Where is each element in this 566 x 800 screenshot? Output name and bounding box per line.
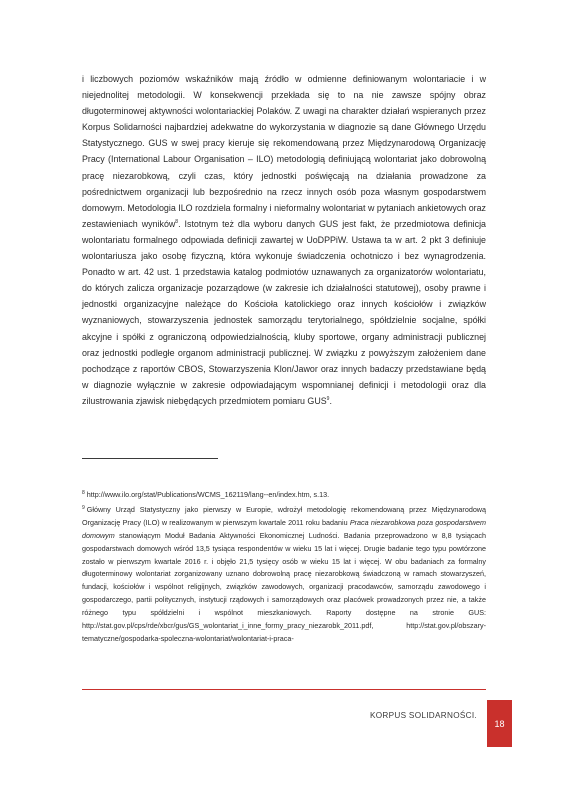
footer-label: KORPUS SOLIDARNOŚCI. — [369, 711, 477, 720]
paragraph-part-1: i liczbowych poziomów wskaźników mają źródło w odmienne definiowanym wolontariacie i w niejednolitej metodologii. W konsekwencji przekłada się to na nie zawsze spójny obraz długoterminowej aktywności wolontariackiej Polaków. Z uwagi na charakter działań wspieranych przez Korpus Solidarności najbardziej adekwatne do wykorzystania w diagnozie są dane Głównego Urzędu Statystycznego. GUS w swej pracy kieruje się rekomendowaną przez Międzynarodową Organizację Pracy (International Labour Organisation – ILO) metodologią definiującą wolontariat jako dobrowolną pracę niezarobkową, czyli czas, który jednostki poświęcają na działania prowadzone za pośrednictwem organizacji lub bezpośrednio na rzecz innych osób poza własnym gospodarstwem domowym. Metodologia ILO rozdziela formalny i nieformalny wolontariat w pytaniach ankietowych oraz zestawieniach wyników — [82, 74, 486, 229]
footer-divider — [82, 689, 486, 690]
footnote-8-number: 8 — [82, 489, 85, 496]
footnote-9-text-a: Główny Urząd Statystyczny jako pierwszy w Europie, wdrożył metodologię rekomendowaną przez Międzynarodową Organizację Pracy (ILO) w realizowanym w pierwszym kwartale 2011 roku badaniu — [82, 504, 486, 527]
paragraph-part-2: . Istotnym też dla wyboru danych GUS jest fakt, że przedmiotowa definicja wolontariatu formalnego odpowiada definicji zawartej w UoDPPiW. Ustawa ta w art. 2 pkt 3 definiuje wolontariusza jako osobę fizyczną, która wykonuje świadczenia ochotniczo i bez wynagrodzenia. Ponadto w art. 42 ust. 1 przedstawia katalog podmiotów uznawanych za organizatorów wolontariatu, do których zalicza organizacje pozarządowe (w zakresie ich działalności statutowej), osoby prawne i jednostki organizacyjne należące do Kościoła katolickiego oraz innych kościołów i związków wyznaniowych, stowarzyszenia jednostek samorządu terytorialnego, spółdzielnie socjalne, spółki akcyjne i spółki z ograniczoną odpowiedzialnością, kluby sportowe, organy administracji publicznej oraz jednostki podległe organom administracji publicznej. W związku z powyższym założeniem dane pochodzące z raportów CBOS, Stowarzyszenia Klon/Jawor oraz innych badaczy przedstawiane będą w diagnozie wyłącznie w zakresie odpowiadającym wspomnianej definicji i metodologii oraz dla zilustrowania zjawisk niebędących przedmiotem pomiaru GUS — [82, 218, 486, 406]
footnote-9-italic-title: Praca niezarobkowa poza gospodarstwem domowym — [82, 517, 486, 540]
footnote-9-number: 9 — [82, 504, 85, 511]
footnote-8 — [82, 489, 486, 502]
footnote-8-link[interactable]: http://www.ilo.org/stat/Publications/WCMS_162119/lang--en/index.htm, s.13. — [86, 490, 330, 499]
page-number: 18 — [494, 718, 505, 729]
main-paragraph — [82, 71, 486, 409]
footnote-ref-9[interactable]: 9 — [326, 395, 330, 402]
footnote-ref-8[interactable]: 8 — [175, 218, 179, 225]
footnotes — [82, 489, 486, 648]
footnote-9-text-b: stanowiącym Moduł Badania Aktywności Ekonomicznej Ludności. Badania przeprowadzono w 8,8 tysiącach gospodarstwach domowych wśród 13,5 tysiąca respondentów w wieku 15 lat i więcej. Drugie badanie tego typu powtórzone zostało w pierwszym kwartale 2016 r. i objęło 21,5 tysięcy osób w wieku 15 lat i więcej. W obu badaniach za formalny długoterminowy wolontariat zorganizowany uznano dobrowolną pracę niezarobkową świadczoną w ramach stowarzyszeń, fundacji, kościołów i wspólnot religijnych, związków zawodowych, organizacji pracodawców, samorządu zawodowego i gospodarczego, partii politycznych, instytucji rządowych i samorządowych oraz placówek prowadzonych przez nie, a także różnego typu spółdzielni i wspólnot mieszkaniowych. Raporty dostępne na stronie GUS: http://stat.gov.pl/cps/rde/xbcr/gus/GS_wolontariat_i_inne_formy_pracy_niezarobk_2011.pdf, http://stat.gov.pl/obszary-tematyczne/gospodarka-spoleczna-wolontariat/wolontariat-i-praca- — [82, 530, 486, 643]
footnote-divider — [82, 458, 218, 459]
footnote-9 — [82, 504, 486, 646]
page-number-badge — [487, 700, 512, 747]
paragraph-part-3: . — [329, 395, 332, 406]
